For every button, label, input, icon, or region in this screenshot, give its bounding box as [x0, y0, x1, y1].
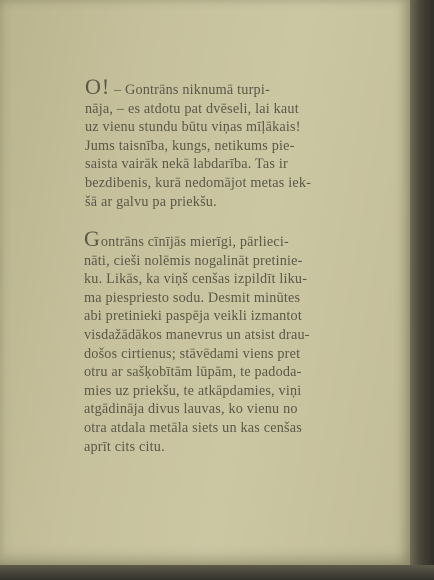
- text-line: uz vienu stundu būtu viņas mīļākais!: [85, 119, 301, 136]
- text-line: nāja, – es atdotu pat dvēseli, lai kaut: [85, 100, 299, 117]
- text-line: visdažādākos manevrus un atsist drau-: [84, 326, 310, 343]
- text-line: otru ar sašķobītām lūpām, te padoda-: [84, 364, 302, 381]
- paragraph-1: [85, 74, 375, 211]
- text-line: saista vairāk nekā labdarība. Tas ir: [85, 156, 288, 173]
- text-line: O! – Gontrāns niknumā turpi-: [85, 74, 270, 99]
- text-line: Gontrāns cīnījās mierīgi, pārlieci-: [84, 226, 289, 251]
- text-line: Jums taisnība, kungs, netikums pie-: [85, 137, 295, 154]
- text-line: otra atdala metāla siets un kas cenšas: [84, 419, 302, 436]
- page-edge-shadow: [410, 0, 434, 580]
- text-line: nāti, cieši nolēmis nogalināt pretinie-: [84, 252, 303, 269]
- page-bottom-shadow: [0, 565, 434, 580]
- text-line: ku. Likās, ka viņš cenšas izpildīt liku-: [84, 271, 308, 288]
- opening-exclamation: O!: [85, 74, 111, 99]
- text-line: šā ar galvu pa priekšu.: [85, 193, 217, 210]
- text-line: aprīt cits citu.: [84, 438, 165, 455]
- drop-cap: G: [84, 226, 101, 251]
- paragraph-2: [84, 226, 376, 456]
- text-line: došos cirtienus; stāvēdami viens pret: [84, 345, 301, 362]
- text-line: ma piespriesto sodu. Desmit minūtes: [84, 289, 301, 306]
- text-line: atgādināja divus lauvas, ko vienu no: [84, 401, 298, 418]
- text-line: bezdibenis, kurā nedomājot metas iek-: [85, 174, 312, 191]
- text-line: abi pretinieki paspēja veikli izmantot: [84, 308, 302, 325]
- text-line: mies uz priekšu, te atkāpdamies, viņi: [84, 382, 302, 399]
